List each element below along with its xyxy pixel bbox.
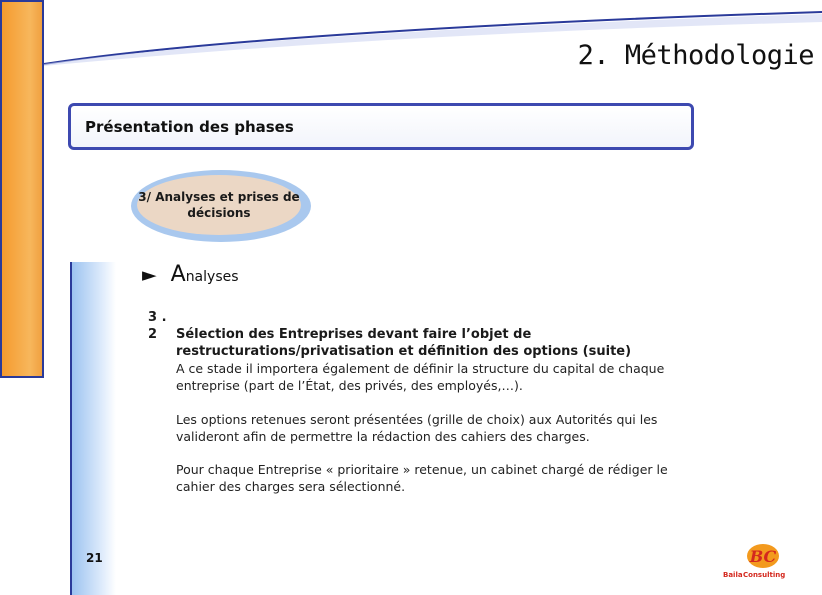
analysis-heading — [142, 262, 239, 287]
page-number: 21 — [86, 551, 103, 565]
section-box — [68, 103, 694, 150]
phase-label: 3/ Analyses et prises de décisions — [137, 175, 301, 235]
svg-text:BC: BC — [749, 547, 777, 566]
subsection-number: 3 . 2 — [148, 310, 167, 342]
svg-text:Baila: Baila — [723, 571, 743, 579]
phase-badge — [131, 170, 311, 242]
subsection-line2: restructurations/privatisation et définition des options (suite) — [176, 344, 632, 359]
subsection-heading — [148, 309, 631, 360]
paragraph-options: Les options retenues seront présentées (grille de choix) aux Autorités qui les valideront afin de permettre la rédaction des cahiers des charges. — [176, 412, 658, 444]
heading-initial: A — [170, 262, 186, 287]
subsection-line1: Sélection des Entreprises devant faire l’objet de — [176, 327, 532, 342]
slide-title: 2. Méthodologie — [577, 40, 814, 71]
paragraph-cabinet: Pour chaque Entreprise « prioritaire » retenue, un cabinet chargé de rédiger le cahier des charges sera sélectionné. — [176, 462, 668, 494]
heading-rest: nalyses — [185, 269, 239, 285]
section-title: Présentation des phases — [85, 118, 294, 136]
right-pointer-icon: ► — [142, 264, 157, 286]
blue-side-bar — [70, 262, 116, 595]
baila-consulting-logo — [721, 541, 801, 581]
paragraph-capital-structure: A ce stade il importera également de définir la structure du capital de chaque entreprise (part de l’État, des privés, des employés,…). — [176, 361, 665, 393]
svg-text:Consulting: Consulting — [743, 571, 786, 579]
